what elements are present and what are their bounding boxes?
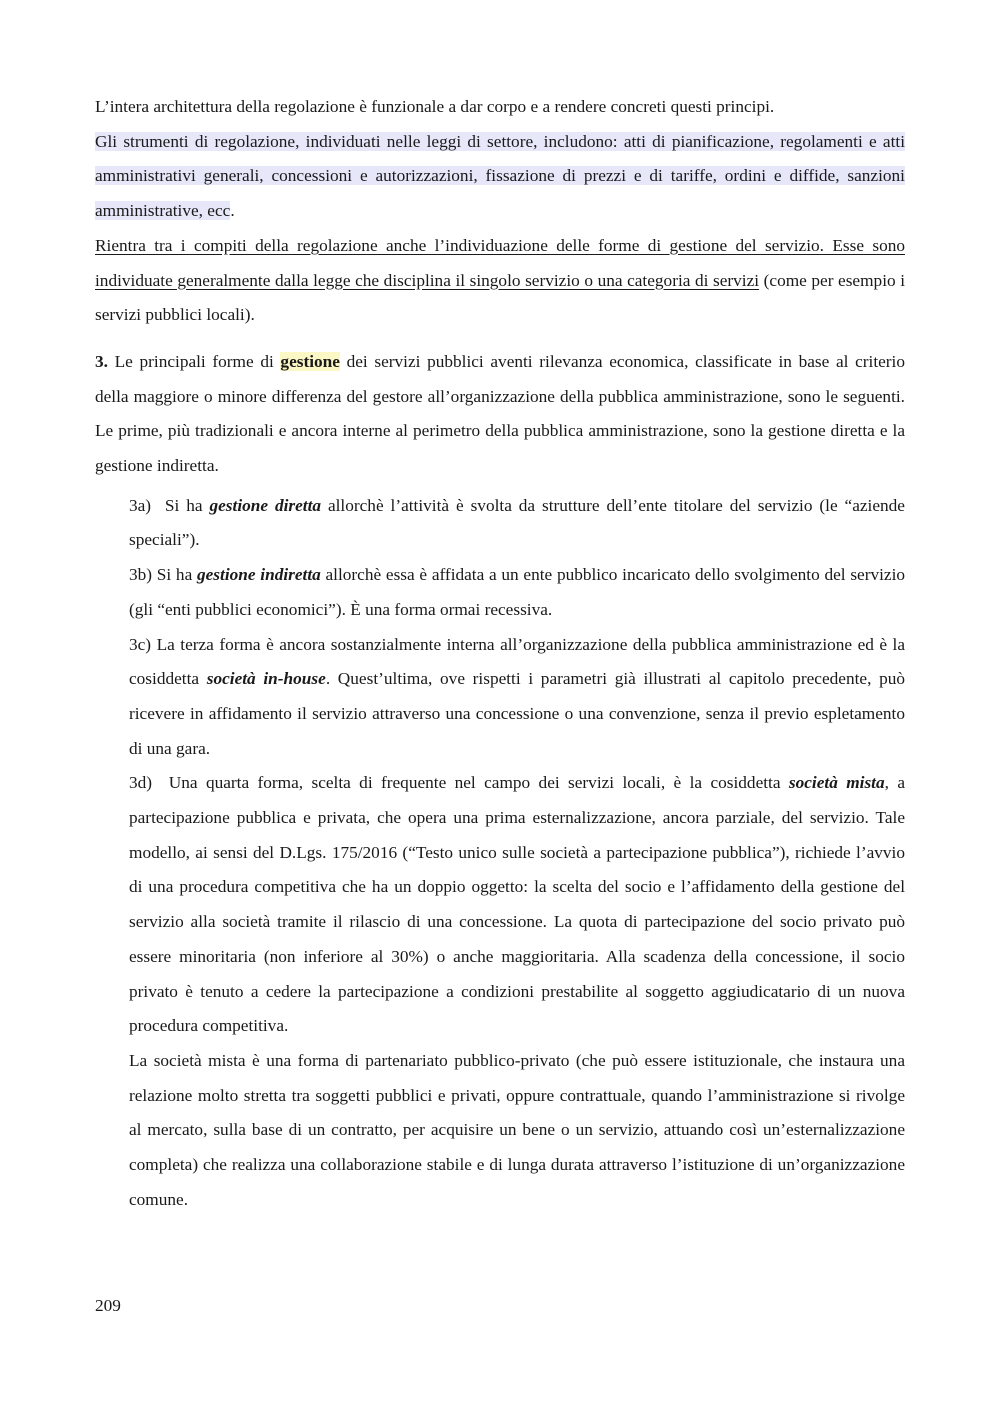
page-number: 209 bbox=[95, 1296, 121, 1315]
item-keyword: gestione indiretta bbox=[196, 565, 321, 585]
item-text: , a partecipazione pubblica e privata, che opera una prima esternalizzazione, ancora parziale, del servizio. Tale modello, ai sensi del D.Lgs. 175/2016 (“Testo unico sulle società a partecipazione pubblica”), richiede l’avvio di una procedura competitiva che ha un doppio oggetto: la scelta del socio e l’affidamento della gestione del servizio alla società tramite il rilascio di una concessione. La quota di partecipazione del socio privato può essere minoritaria (non inferiore al 30%) o anche maggioritaria. Alla scadenza della concessione, il socio privato è tenuto a cedere la partecipazione a condizioni prestabilite al soggetto aggiudicatario di un nuova procedura competitiva. bbox=[129, 773, 906, 1036]
strumenti-period: . bbox=[230, 201, 235, 221]
strumenti-paragraph bbox=[95, 125, 905, 229]
section-3-text-after: dei servizi pubblici aventi rilevanza economica, classificate in base al criterio della maggiore o minore differenza del gestore all’organizzazione della pubblica amministrazione, sono le seguenti. Le prime, più tradizionali e ancora interne al perimetro della pubblica amministrazione, sono la gestione diretta e la gestione indiretta. bbox=[95, 351, 905, 476]
item-text: Una quarta forma, scelta di frequente nel campo dei servizi locali, è la cosiddetta bbox=[152, 773, 789, 793]
section-3-paragraph bbox=[95, 345, 905, 484]
rientra-paragraph bbox=[95, 229, 905, 333]
item-text: allorchè essa è affidata a un ente pubblico incaricato dello svolgimento del servizio (gli “enti pubblici economici”). È una forma ormai recessiva. bbox=[129, 565, 906, 619]
list-item-3c bbox=[129, 628, 910, 767]
item-label: 3a) bbox=[129, 495, 152, 515]
list-item-3b bbox=[129, 558, 905, 627]
list-item-3a bbox=[129, 489, 905, 558]
item-text: La terza forma è ancora sostanzialmente interna all’organizzazione della pubblica amministrazione ed è la cosiddetta bbox=[129, 634, 910, 689]
item-label: 3c) bbox=[129, 634, 152, 654]
highlighted-text: Gli strumenti di regolazione, individuati nelle leggi di settore, includono: atti di pianificazione, regolamenti e atti amministrativi generali, concessioni e autorizzazioni, fissazione di prezzi e di tariffe, ordini e diffide, sanzioni amministrative, ecc bbox=[95, 131, 905, 221]
highlighted-keyword: gestione bbox=[280, 351, 340, 371]
item-text: Si ha bbox=[152, 565, 197, 585]
item-text: allorchè l’attività è svolta da strutture dell’ente titolare del servizio (le “aziende speciali”). bbox=[129, 495, 905, 550]
mista-paragraph: La società mista è una forma di partenariato pubblico-privato (che può essere istituzionale, che instaura una relazione molto stretta tra soggetti pubblici e privati, oppure contrattuale, quando l’amministrazione si rivolge al mercato, sulla base di un contratto, per acquisire un bene o un servizio, attuando così un’esternalizzazione completa) che realizza una collaborazione stabile e di lunga durata attraverso l’istituzione di un’organizzazione comune. bbox=[129, 1050, 905, 1209]
intro-line: L’intera architettura della regolazione è funzionale a dar corpo e a rendere concreti questi principi. bbox=[95, 97, 775, 116]
section-3-text-before: Le principali forme di bbox=[107, 351, 281, 371]
item-label: 3d) bbox=[129, 773, 153, 793]
item-keyword: gestione diretta bbox=[209, 495, 322, 515]
item-keyword: società in-house bbox=[206, 669, 326, 689]
item-text: . Quest’ultima, ove rispetti i parametri già illustrati al capitolo precedente, può ricevere in affidamento il servizio attraverso una concessione o una convenzione, senza il previo espletamento di una gara. bbox=[129, 669, 905, 758]
item-label: 3b) bbox=[129, 565, 153, 585]
item-text: Si ha bbox=[151, 495, 210, 515]
underlined-text: Rientra tra i compiti della regolazione anche l’individuazione delle forme di gestione del servizio. Esse sono individuate generalmente dalla legge che disciplina il singolo servizio o una categoria di servizi bbox=[95, 235, 905, 290]
item-keyword: società mista bbox=[788, 773, 885, 793]
forms-list bbox=[129, 489, 910, 1218]
list-item-3d bbox=[129, 766, 905, 1044]
section-number: 3. bbox=[95, 351, 108, 371]
rientra-rest: (come per esempio i servizi pubblici locali). bbox=[95, 270, 906, 325]
page-body bbox=[95, 90, 910, 1218]
